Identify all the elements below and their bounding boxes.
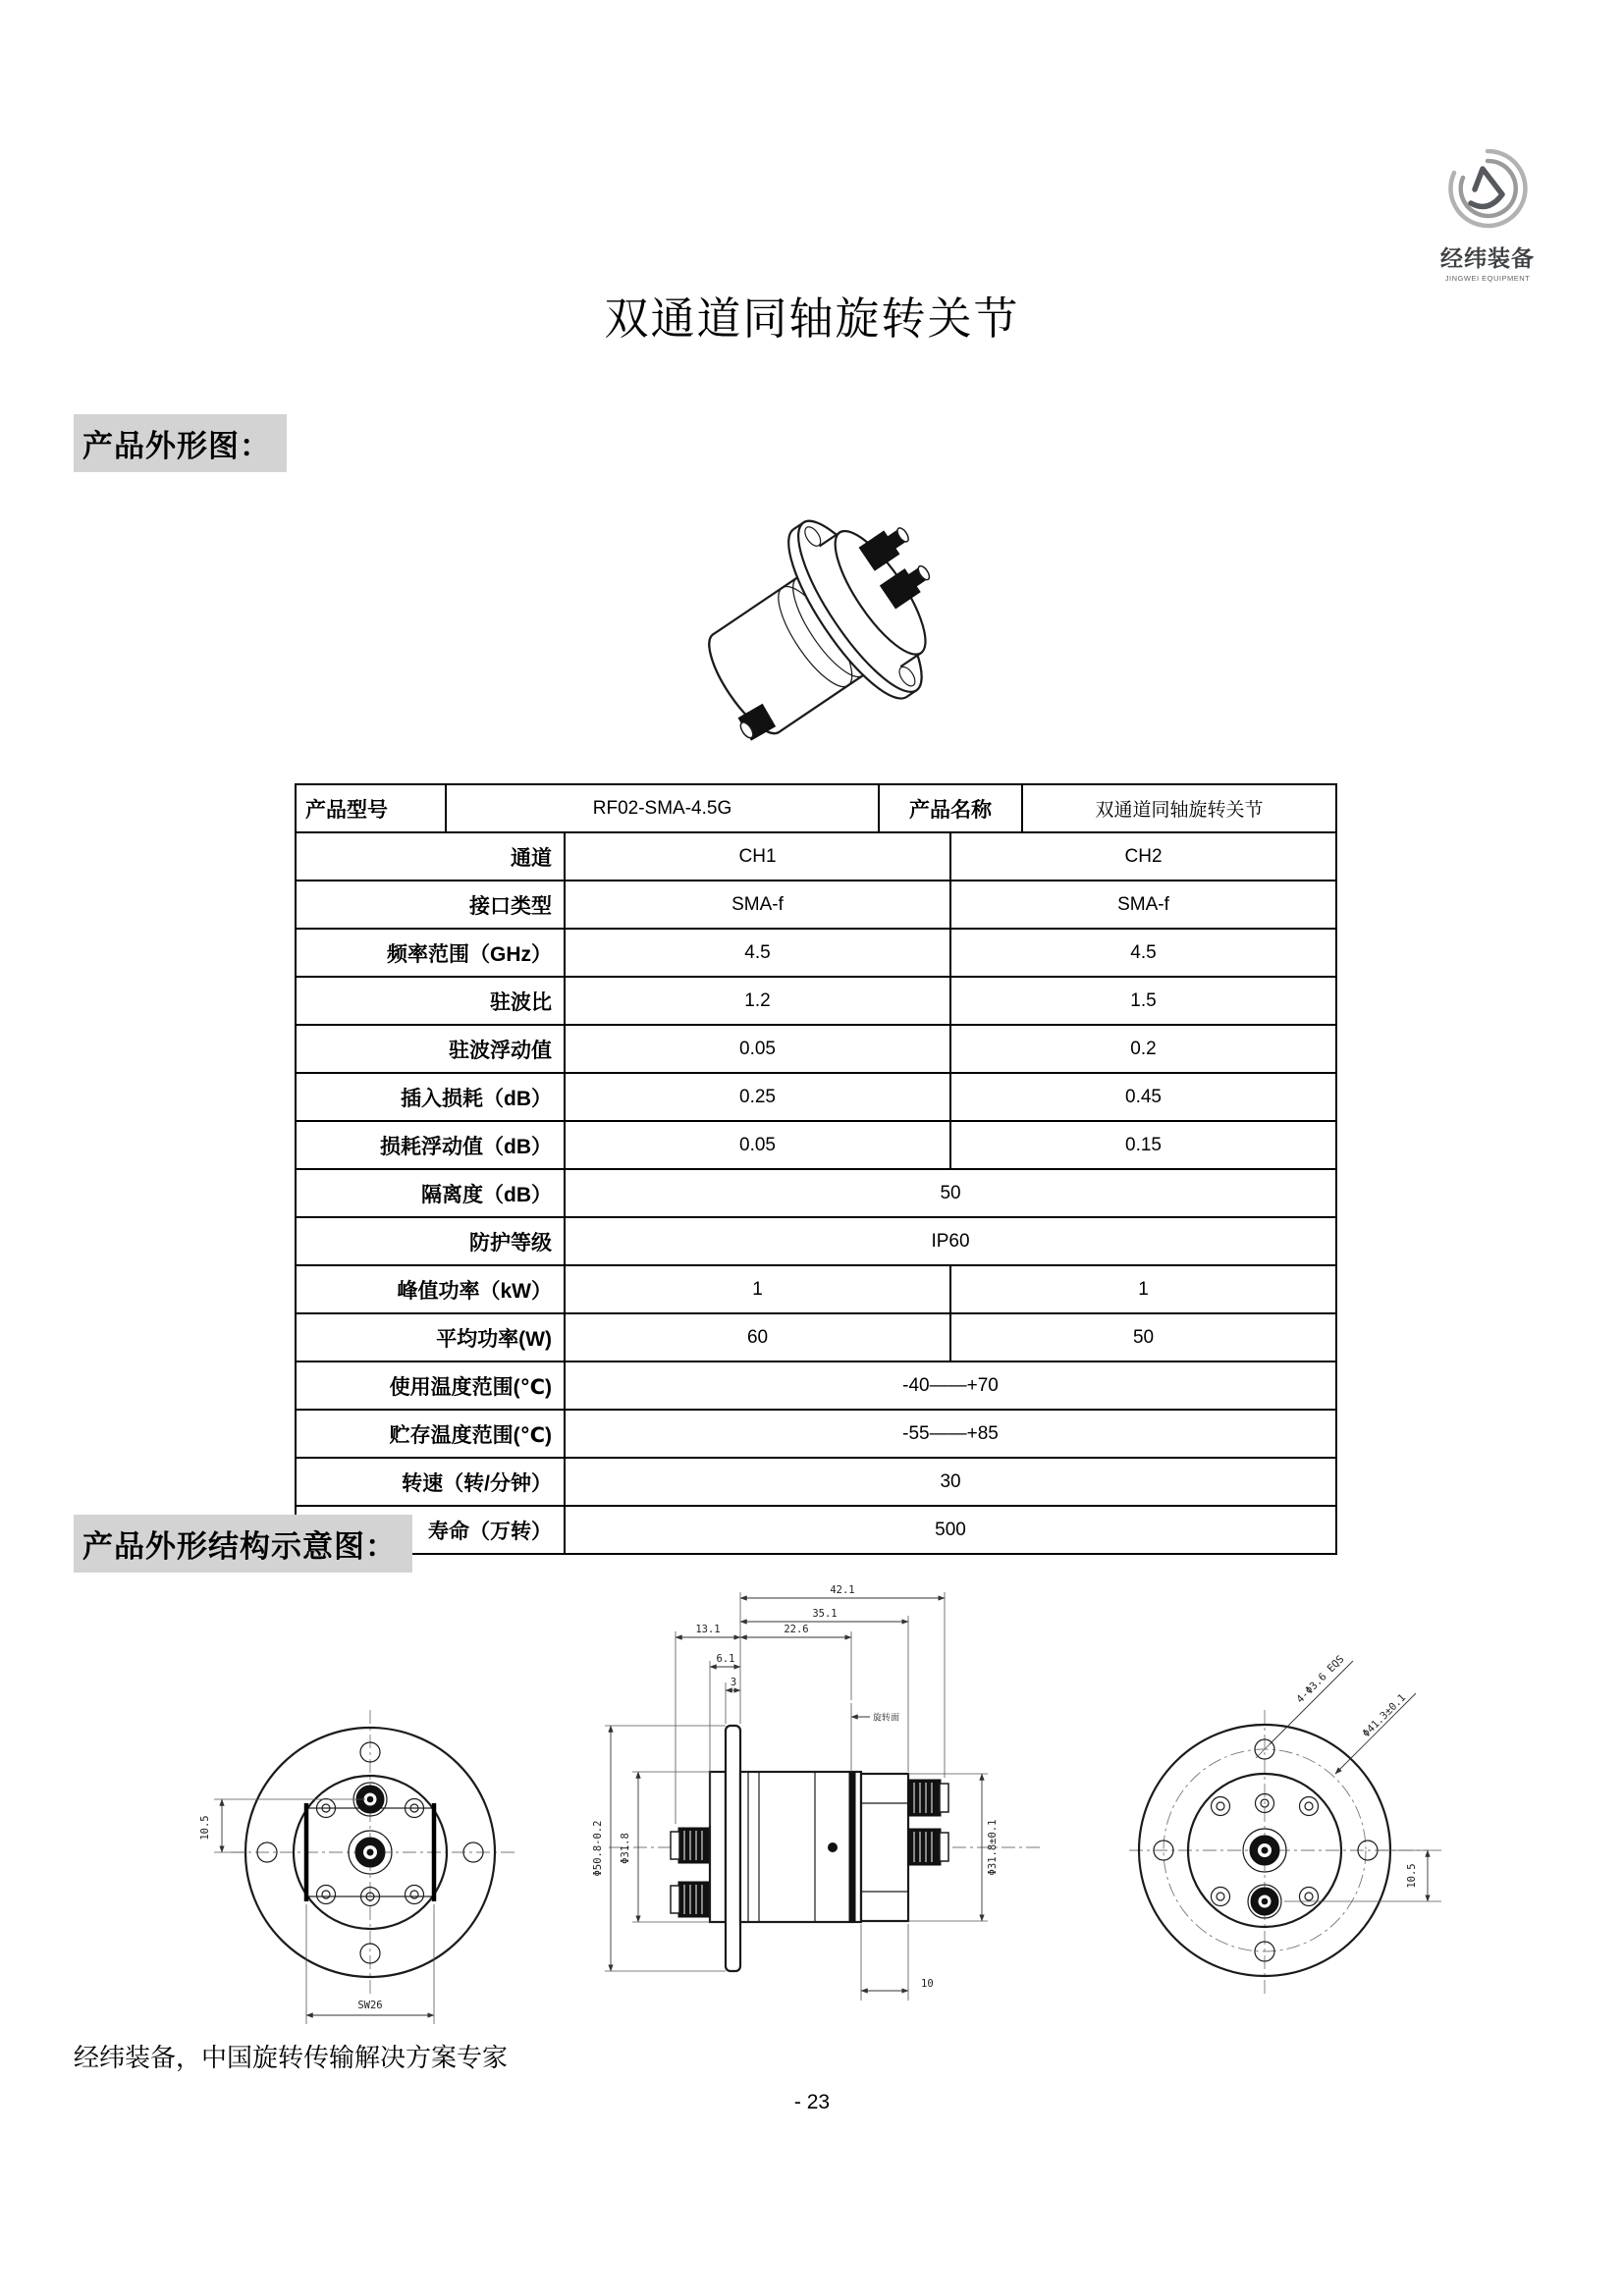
spec-row-5-ch2-value: 0.45 (950, 1073, 1336, 1121)
back-dia-bolt-circle-label: Φ41.3±0.1 (1360, 1691, 1409, 1740)
spec-row-11-value: -40——+70 (565, 1362, 1336, 1410)
spec-row-4-ch2-value: 0.2 (950, 1025, 1336, 1073)
spec-name-value: 双通道同轴旋转关节 (1022, 784, 1336, 832)
spec-row-6-label: 损耗浮动值（dB） (296, 1121, 565, 1169)
spec-row-13 (296, 1458, 1336, 1506)
spec-row-11-label: 使用温度范围(℃) (296, 1362, 565, 1410)
spec-row-8 (296, 1217, 1336, 1265)
spec-row-1 (296, 881, 1336, 929)
spec-row-3-ch2-value: 1.5 (950, 977, 1336, 1025)
spec-row-1-label: 接口类型 (296, 881, 565, 929)
spec-row-1-ch1-value: SMA-f (565, 881, 950, 929)
logo-mark-icon (1442, 143, 1533, 234)
spec-row-2-label: 频率范围（GHz） (296, 929, 565, 977)
spec-row-7 (296, 1169, 1336, 1217)
spec-row-14 (296, 1506, 1336, 1554)
spec-row-14-value: 500 (565, 1506, 1336, 1554)
front-dim-flats-label: SW26 (357, 2000, 383, 2011)
spec-row-0-ch2-value: CH2 (950, 832, 1336, 881)
spec-row-2-ch1-value: 4.5 (565, 929, 950, 977)
footer-slogan: 经纬装备，中国旋转传输解决方案专家 (74, 2044, 509, 2072)
spec-row-9-ch1-value: 1 (565, 1265, 950, 1313)
spec-row-10-label: 平均功率(W) (296, 1313, 565, 1362)
product-isometric-drawing (668, 481, 1001, 780)
section-structure-header: 产品外形结构示意图： (74, 1515, 412, 1573)
back-dim-holes-label: 4-Φ3.6 EQS (1294, 1653, 1347, 1706)
logo-name-cn: 经纬装备 (1440, 245, 1535, 271)
side-dim-hub-label: 6.1 (716, 1653, 735, 1665)
spec-row-1-ch2-value: SMA-f (950, 881, 1336, 929)
spec-row-9-label: 峰值功率（kW） (296, 1265, 565, 1313)
right-connectors (908, 1780, 948, 1865)
spec-row-10-ch1-value: 60 (565, 1313, 950, 1362)
spec-row-7-label: 隔离度（dB） (296, 1169, 565, 1217)
spec-row-4 (296, 1025, 1336, 1073)
spec-row-14-label: 寿命（万转） (296, 1506, 565, 1554)
spec-row-6 (296, 1121, 1336, 1169)
side-dia-right-label: Φ31.8±0.1 (987, 1819, 999, 1876)
spec-name-label: 产品名称 (879, 784, 1022, 832)
spec-row-0-ch1-value: CH1 (565, 832, 950, 881)
spec-row-2 (296, 929, 1336, 977)
spec-model-value: RF02-SMA-4.5G (446, 784, 879, 832)
spec-row-7-value: 50 (565, 1169, 1336, 1217)
spec-row-5-label: 插入损耗（dB） (296, 1073, 565, 1121)
spec-row-4-ch1-value: 0.05 (565, 1025, 950, 1073)
spec-row-0-label: 通道 (296, 832, 565, 881)
front-view-drawing (137, 1659, 550, 2081)
section-appearance-header: 产品外形图： (74, 414, 287, 472)
spec-row-3-ch1-value: 1.2 (565, 977, 950, 1025)
spec-header-row (296, 784, 1336, 832)
spec-row-8-value: IP60 (565, 1217, 1336, 1265)
spec-row-6-ch2-value: 0.15 (950, 1121, 1336, 1169)
side-dim-left-label: 13.1 (695, 1624, 721, 1635)
side-dia-flange-label: Φ50.8-0.2 (592, 1820, 604, 1877)
spec-table (295, 783, 1337, 1555)
spec-row-9-ch2-value: 1 (950, 1265, 1336, 1313)
page-number: - 23 (793, 2091, 831, 2113)
logo-name-en: JINGWEI EQUIPMENT (1444, 274, 1531, 283)
spec-row-12 (296, 1410, 1336, 1458)
side-dim-total-label: 42.1 (830, 1584, 855, 1596)
spec-model-label: 产品型号 (296, 784, 446, 832)
side-dim-flange-label: 3 (730, 1677, 737, 1688)
spec-row-8-label: 防护等级 (296, 1217, 565, 1265)
spec-row-11 (296, 1362, 1336, 1410)
spec-row-10-ch2-value: 50 (950, 1313, 1336, 1362)
spec-row-13-value: 30 (565, 1458, 1336, 1506)
spec-row-13-label: 转速（转/分钟） (296, 1458, 565, 1506)
spec-row-5-ch1-value: 0.25 (565, 1073, 950, 1121)
company-logo (1434, 143, 1542, 283)
spec-row-0 (296, 832, 1336, 881)
spec-row-12-value: -55——+85 (565, 1410, 1336, 1458)
back-dim-offset-label: 10.5 (1406, 1863, 1418, 1889)
spec-row-5 (296, 1073, 1336, 1121)
spec-row-4-label: 驻波浮动值 (296, 1025, 565, 1073)
front-dim-offset-label: 10.5 (199, 1815, 211, 1841)
spec-row-6-ch1-value: 0.05 (565, 1121, 950, 1169)
side-view-drawing (589, 1571, 1060, 2081)
spec-row-3-label: 驻波比 (296, 977, 565, 1025)
left-connectors (671, 1828, 710, 1917)
spec-row-10 (296, 1313, 1336, 1362)
back-view-drawing (1100, 1629, 1532, 2081)
spec-row-9 (296, 1265, 1336, 1313)
side-dim-tail-label: 10 (921, 1978, 934, 1990)
spec-row-12-label: 贮存温度范围(℃) (296, 1410, 565, 1458)
side-dim-body-label: 35.1 (812, 1608, 838, 1620)
page-title: 双通道同轴旋转关节 (604, 294, 1020, 344)
side-dim-mid-label: 22.6 (784, 1624, 809, 1635)
spec-row-2-ch2-value: 4.5 (950, 929, 1336, 977)
side-leader-label: 旋转面 (873, 1713, 900, 1724)
spec-row-3 (296, 977, 1336, 1025)
side-dia-body-label: Φ31.8 (620, 1833, 631, 1864)
